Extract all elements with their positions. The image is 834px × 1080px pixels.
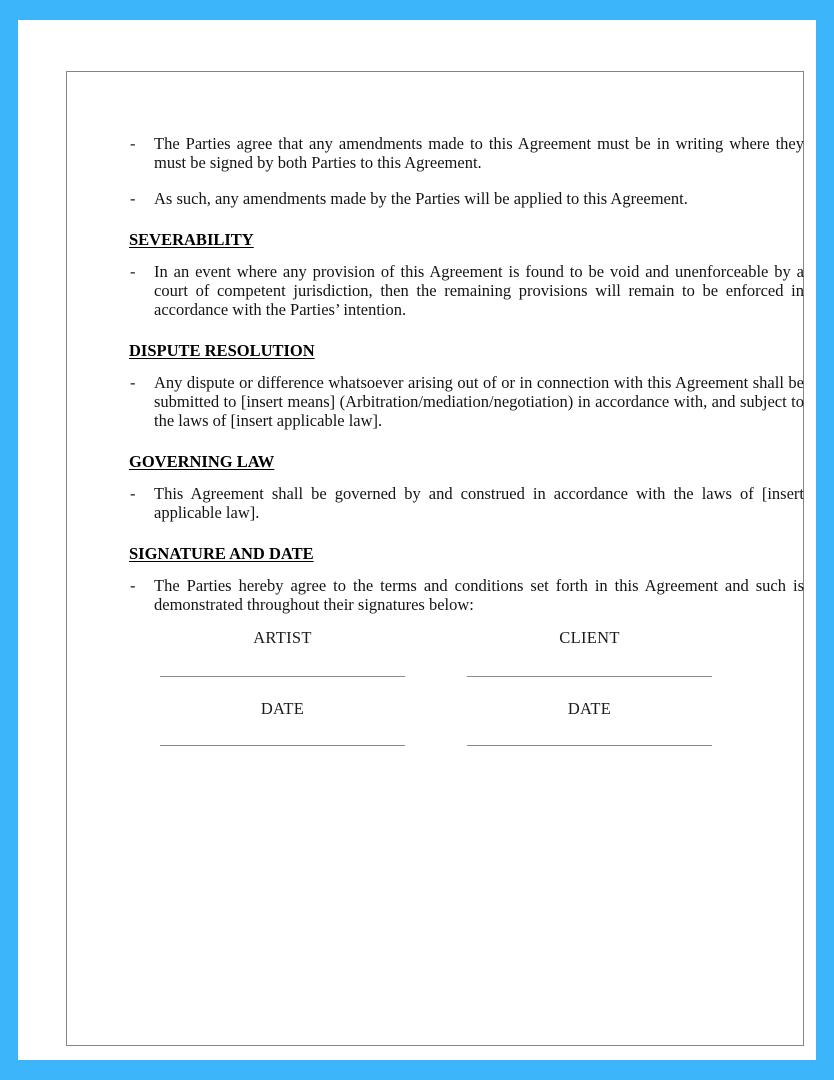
spacer <box>160 718 405 745</box>
bullet-marker: - <box>130 373 136 392</box>
client-date-label: DATE <box>567 699 612 718</box>
page-sheet <box>18 20 816 1060</box>
bullet-marker: - <box>130 134 136 153</box>
signature-block <box>129 628 804 746</box>
artist-label: ARTIST <box>253 628 312 647</box>
artist-date-label: DATE <box>260 699 305 718</box>
section-heading-text: SEVERABILITY <box>129 230 254 249</box>
spacer <box>467 718 712 745</box>
section-heading-text: SIGNATURE AND DATE <box>129 544 314 563</box>
list-item-text: As such, any amendments made by the Parties will be applied to this Agreement. <box>154 189 688 208</box>
list-item-text: The Parties hereby agree to the terms and conditions set forth in this Agreement and such is demonstrated throughout their signatures below: <box>154 576 804 614</box>
client-date-line[interactable] <box>467 745 712 746</box>
section-heading-governing-law <box>129 447 804 471</box>
section-heading-signature-and-date <box>129 539 804 563</box>
list-item <box>129 189 804 208</box>
client-label: CLIENT <box>559 628 620 647</box>
bullet-marker: - <box>130 189 136 208</box>
document-frame <box>66 71 804 1046</box>
bullet-marker: - <box>130 484 136 503</box>
list-item-text: Any dispute or difference whatsoever arising out of or in connection with this Agreement shall be submitted to [insert means] (Arbitration/mediation/negotiation) in accordance with, and subject to the laws of [insert applicable law]. <box>154 373 804 430</box>
list-item <box>129 484 804 522</box>
list-item-text: This Agreement shall be governed by and construed in accordance with the laws of [insert applicable law]. <box>154 484 804 522</box>
section-heading-severability <box>129 225 804 249</box>
signature-column-client <box>467 628 712 746</box>
artist-date-line[interactable] <box>160 745 405 746</box>
document-body <box>129 134 804 631</box>
section-heading-text: DISPUTE RESOLUTION <box>129 341 315 360</box>
bullet-marker: - <box>130 262 136 281</box>
list-item <box>129 134 804 172</box>
list-item <box>129 262 804 319</box>
list-item <box>129 576 804 614</box>
list-item-text: In an event where any provision of this Agreement is found to be void and unenforceable by a court of competent jurisdiction, then the remaining provisions will remain to be enforced in accordance with the Parties’ intention. <box>154 262 804 319</box>
list-item-text: The Parties agree that any amendments made to this Agreement must be in writing where they must be signed by both Parties to this Agreement. <box>154 134 804 172</box>
spacer <box>467 647 712 676</box>
section-heading-text: GOVERNING LAW <box>129 452 275 471</box>
signature-column-artist <box>160 628 405 746</box>
signature-columns <box>129 628 804 746</box>
spacer <box>160 677 405 699</box>
list-item <box>129 373 804 430</box>
section-heading-dispute-resolution <box>129 336 804 360</box>
spacer <box>160 647 405 676</box>
spacer <box>467 677 712 699</box>
bullet-marker: - <box>130 576 136 595</box>
